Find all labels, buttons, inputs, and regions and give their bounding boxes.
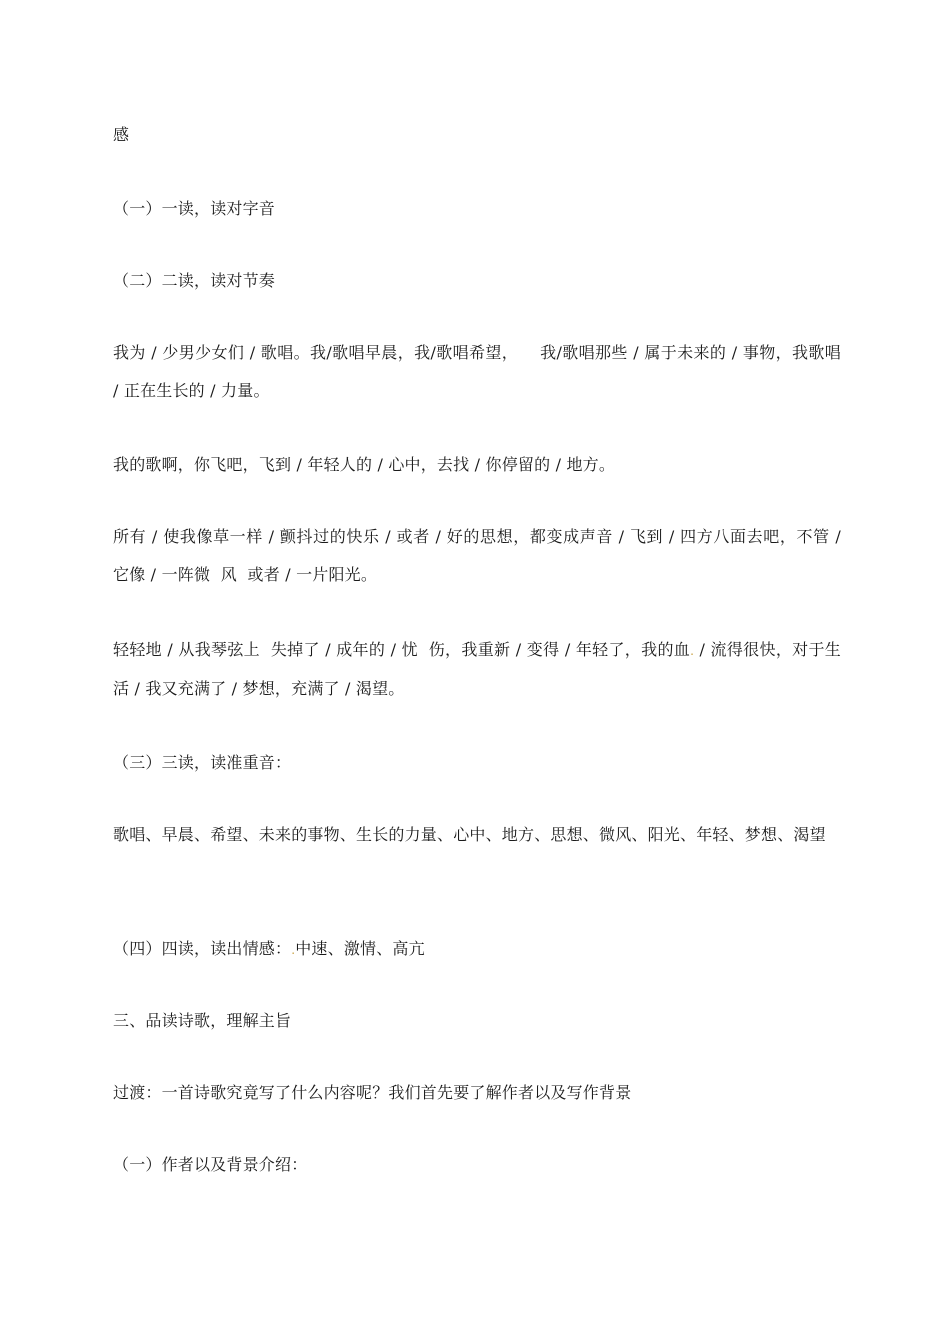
section-second-reading: （二）二读，读对节奏 [113,271,276,290]
poem-stanza-4 [113,631,841,708]
transition-paragraph: 过渡：一首诗歌究竟写了什么内容呢？我们首先要了解作者以及写作背景 [113,1083,632,1102]
poem-stanza-4-part1: 轻轻地 / 从我琴弦上 失掉了 / 成年的 / 忧 伤，我重新 / 变得 / 年轻了，我的血 [113,640,691,659]
emotion-mark: . [291,943,296,957]
paragraph-gan: 感 [113,125,130,144]
poem-stanza-1: 我为 / 少男少女们 / 歌唱。我/歌唱早晨，我/歌唱希望， 我/歌唱那些 / 属于未来的 / 事物，我歌唱 / 正在生长的 / 力量。 [113,343,847,400]
section-third-reading: （三）三读，读准重音： [113,753,292,772]
section-three-heading: 三、品读诗歌，理解主旨 [113,1011,292,1030]
section-fourth-reading [113,930,841,969]
section-first-reading: （一）一读，读对字音 [113,199,276,218]
author-background-heading: （一）作者以及背景介绍： [113,1155,308,1174]
poem-stanza-2: 我的歌啊，你飞吧，飞到 / 年轻人的 / 心中，去找 / 你停留的 / 地方。 [113,455,616,474]
blood-mark: . [690,644,695,658]
poem-stanza-4-part2: / 流得很快，对于生活 / 我又充满了 / 梦想，充满了 / 渴望。 [113,640,841,698]
fourth-reading-emotions: 中速、激情、高亢 [295,939,425,958]
fourth-reading-label: （四）四读，读出情感： [113,939,292,958]
poem-stanza-3: 所有 / 使我像草一样 / 颤抖过的快乐 / 或者 / 好的思想，都变成声音 / 飞到 / 四方八面去吧，不管 / 它像 / 一阵微 风 或者 / 一片阳光。 [113,527,847,584]
stress-words-list: 歌唱、早晨、希望、未来的事物、生长的力量、心中、地方、思想、微风、阳光、年轻、梦想、渴望 [113,825,826,844]
